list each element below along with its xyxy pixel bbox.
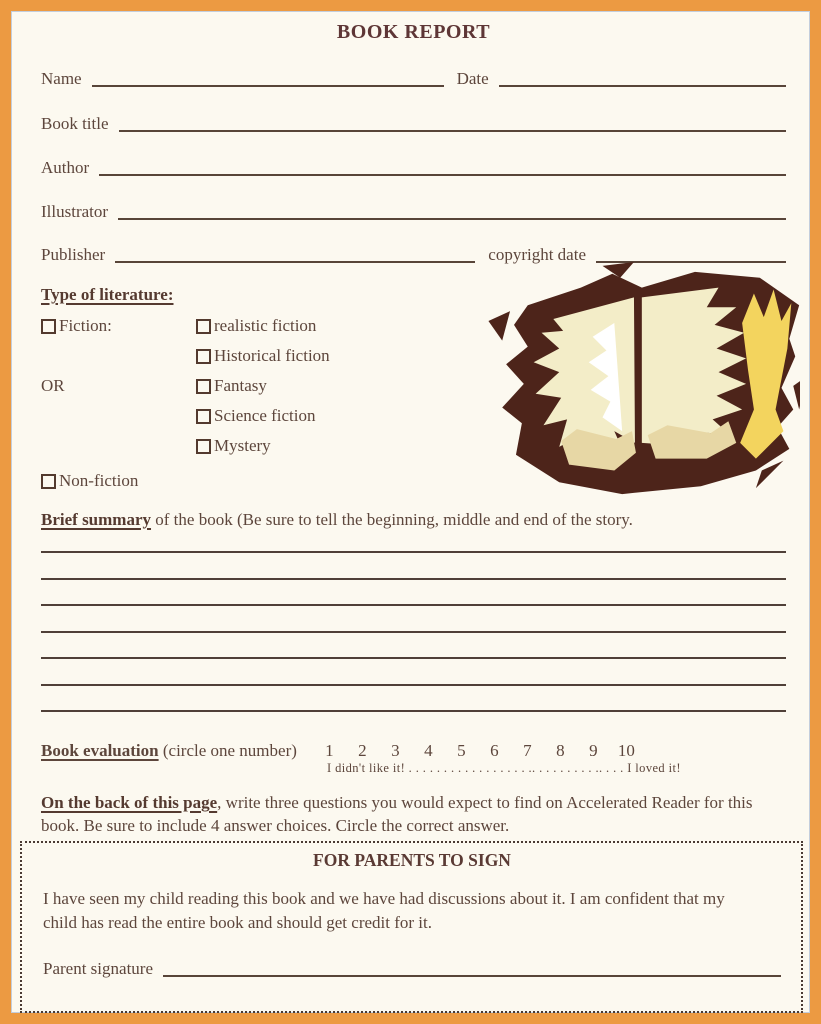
summary-heading-bold: Brief summary	[41, 510, 152, 529]
rating-scale	[313, 741, 643, 761]
realistic-fiction-label: realistic fiction	[214, 316, 317, 335]
parents-sign-box	[20, 841, 803, 1013]
book-title-input-line[interactable]	[119, 130, 786, 132]
illustrator-label: Illustrator	[41, 202, 109, 221]
publisher-input-line[interactable]	[115, 261, 475, 263]
back-note-rest: , write three questions you would expect to find on Accelerated Reader for this book. Be sure to include 4 answer choices. Circle the correct answer.	[41, 793, 753, 835]
historical-fiction-checkbox[interactable]	[196, 349, 211, 364]
parents-heading: FOR PARENTS TO SIGN	[313, 850, 511, 870]
fantasy-row	[196, 371, 330, 401]
rating-scale-caption: I didn't like it! . . . . . . . . . . . . . . . . . .. . . . . . . . . .. . . . I loved it!	[327, 761, 681, 775]
historical-fiction-label: Historical fiction	[214, 346, 330, 365]
summary-heading	[41, 510, 786, 533]
fiction-checkbox[interactable]	[41, 319, 56, 334]
evaluation-instruction: (circle one number)	[158, 741, 297, 760]
nonfiction-checkbox[interactable]	[41, 474, 56, 489]
parent-signature-label: Parent signature	[43, 959, 153, 978]
summary-writing-line[interactable]	[41, 553, 786, 580]
copyright-date-label: copyright date	[488, 245, 586, 264]
summary-writing-line[interactable]	[41, 580, 786, 607]
rating-number-10[interactable]: 10	[617, 741, 635, 760]
realistic-fiction-checkbox[interactable]	[196, 319, 211, 334]
name-label: Name	[41, 69, 82, 88]
book-title-label: Book title	[41, 114, 109, 133]
summary-writing-line[interactable]	[41, 686, 786, 713]
fantasy-label: Fantasy	[214, 376, 267, 395]
fantasy-checkbox[interactable]	[196, 379, 211, 394]
evaluation-row	[41, 741, 786, 761]
science-fiction-row	[196, 401, 330, 431]
mystery-checkbox[interactable]	[196, 439, 211, 454]
rating-number-7[interactable]: 7	[523, 741, 532, 760]
mystery-row	[196, 431, 330, 461]
summary-writing-line[interactable]	[41, 633, 786, 660]
summary-writing-line[interactable]	[41, 533, 786, 553]
rating-number-8[interactable]: 8	[556, 741, 565, 760]
name-date-row	[41, 66, 786, 89]
science-fiction-checkbox[interactable]	[196, 409, 211, 424]
nonfiction-label: Non-fiction	[59, 471, 139, 490]
author-input-line[interactable]	[99, 174, 786, 176]
realistic-fiction-row	[196, 311, 330, 341]
author-row	[41, 155, 786, 178]
open-book-clipart	[464, 262, 800, 498]
date-input-line[interactable]	[499, 85, 786, 87]
evaluation-heading: Book evaluation	[41, 741, 159, 760]
parent-signature-line[interactable]	[163, 975, 781, 977]
rating-number-1[interactable]: 1	[325, 741, 334, 760]
rating-number-2[interactable]: 2	[358, 741, 367, 760]
rating-number-9[interactable]: 9	[589, 741, 598, 760]
illustrator-row	[41, 199, 786, 222]
parents-statement: I have seen my child reading this book and we have had discussions about it. I am confident that my child has read the entire book and should get credit for it.	[43, 889, 725, 932]
author-label: Author	[41, 158, 90, 177]
page-title: BOOK REPORT	[336, 21, 491, 43]
back-note-bold: On the back of this page	[41, 793, 218, 812]
back-of-page-note	[41, 791, 753, 837]
rating-number-4[interactable]: 4	[424, 741, 433, 760]
historical-fiction-row	[196, 341, 330, 371]
book-report-form	[11, 11, 810, 1013]
fiction-row	[41, 311, 196, 341]
illustrator-input-line[interactable]	[118, 218, 786, 220]
literature-heading: Type of literature:	[41, 285, 174, 304]
rating-number-5[interactable]: 5	[457, 741, 466, 760]
name-input-line[interactable]	[92, 85, 444, 87]
summary-writing-line[interactable]	[41, 606, 786, 633]
science-fiction-label: Science fiction	[214, 406, 316, 425]
summary-heading-rest: of the book (Be sure to tell the beginning, middle and end of the story.	[151, 510, 633, 529]
summary-writing-line[interactable]	[41, 659, 786, 686]
date-label: Date	[456, 69, 489, 88]
publisher-label: Publisher	[41, 245, 106, 264]
rating-number-3[interactable]: 3	[391, 741, 400, 760]
mystery-label: Mystery	[214, 436, 271, 455]
parent-signature-row	[43, 955, 781, 979]
rating-number-6[interactable]: 6	[490, 741, 499, 760]
book-title-row	[41, 111, 786, 134]
fiction-label: Fiction:	[59, 316, 112, 335]
or-label: OR	[41, 376, 65, 395]
